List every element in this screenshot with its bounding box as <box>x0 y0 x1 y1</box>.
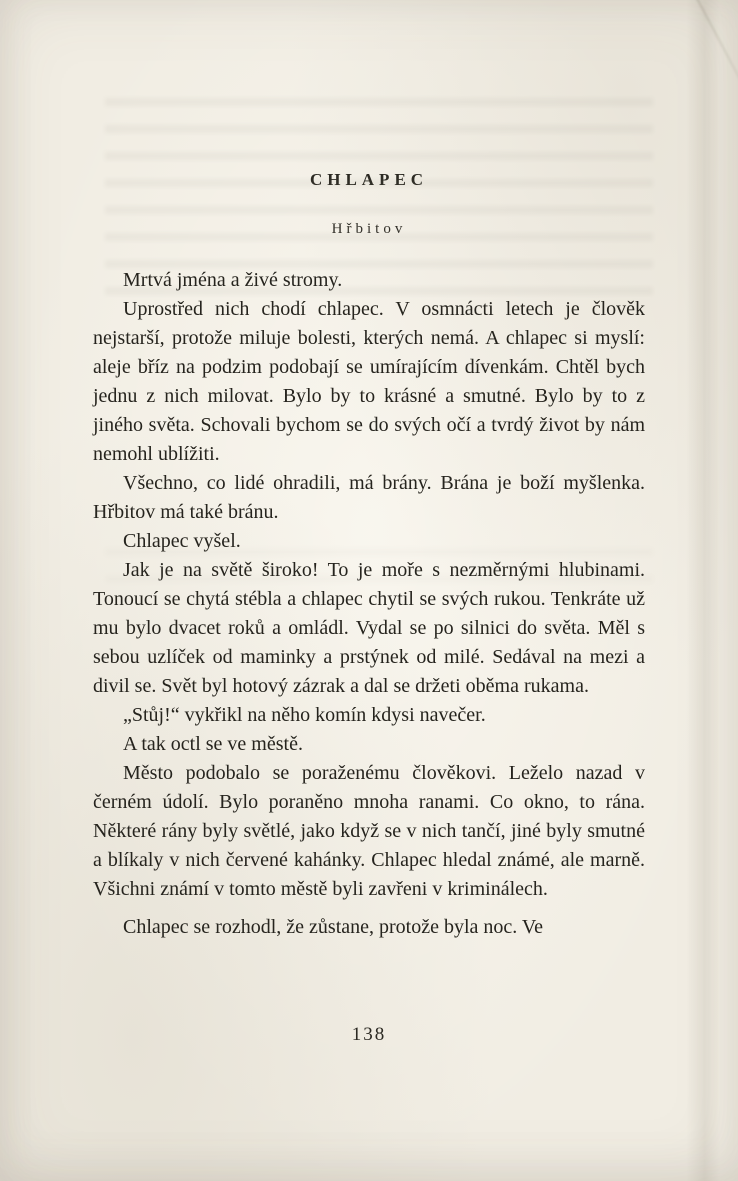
section-title: Hřbitov <box>331 221 407 237</box>
paragraph: Mrtvá jména a živé stromy. <box>123 269 343 291</box>
body-text <box>93 266 645 942</box>
paragraph: „Stůj!“ vykřikl na něho komín kdysi navečer. <box>123 704 486 726</box>
paragraph: Uprostřed nich chodí chlapec. V osmnácti letech je člověk nejstarší, protože miluje bolesti, kterých nemá. A chlapec si myslí: aleje bříz na podzim podobají se umírajícím dívenkám. Chtěl bych jednu z nich milovat. Bylo by to krásné a smutné. Bylo by to z jiného světa. Schovali bychom se do svých očí a tvrdý život by nám nemohl ublížiti. <box>93 298 645 465</box>
paragraph: Chlapec vyšel. <box>123 530 241 552</box>
paragraph: Město podobalo se poraženému člověkovi. Leželo nazad v černém údolí. Bylo poraněno mnoha ranami. Co okno, to rána. Některé rány byly světlé, jako když se v nich tančí, jiné byly smutné a blíkaly v nich červené kahánky. Chlapec hledal známé, ale marně. Všichni známí v tomto městě byli zavřeni v kriminálech. <box>93 762 645 900</box>
chapter-title: CHLAPEC <box>309 170 429 189</box>
paragraph: Všechno, co lidé ohradili, má brány. Brána je boží myšlenka. Hřbitov má také bránu. <box>93 472 645 523</box>
paragraph: Jak je na světě široko! To je moře s nezměrnými hlubinami. Tonoucí se chytá stébla a chlapec chytil se svých rukou. Tenkráte už mu bylo dvacet roků a omládl. Vydal se po silnici do světa. Měl s sebou uzlíček od maminky a prstýnek od milé. Sedával na mezi a divil se. Svět byl hotový zázrak a dal se držeti oběma rukama. <box>93 559 645 697</box>
page-number: 138 <box>351 1024 387 1045</box>
paragraph: Chlapec se rozhodl, že zůstane, protože byla noc. Ve <box>123 916 544 938</box>
paragraph: A tak octl se ve městě. <box>123 733 303 755</box>
